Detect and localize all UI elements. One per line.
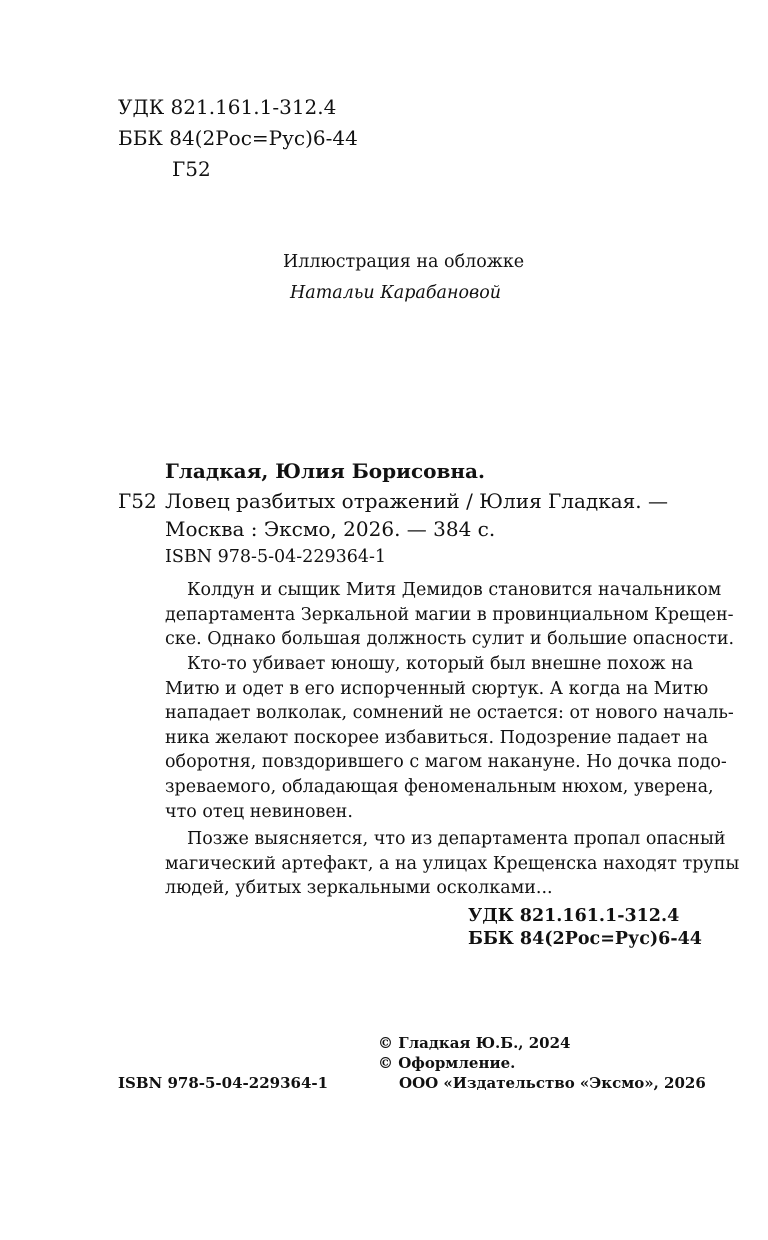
copyright-design: © Оформление. bbox=[378, 1054, 516, 1072]
footer-isbn: ISBN 978-5-04-229364-1 bbox=[118, 1074, 329, 1092]
udk-code: УДК 821.161.1-312.4 bbox=[118, 95, 337, 119]
annotation-paragraph-3 bbox=[165, 827, 740, 901]
catalog-isbn: ISBN 978-5-04-229364-1 bbox=[165, 547, 387, 567]
annotation-line: что отец невиновен. bbox=[165, 801, 353, 822]
annotation-line: Колдун и сыщик Митя Демидов становится начальником bbox=[187, 580, 722, 600]
catalog-title-line1: Ловец разбитых отражений / Юлия Гладкая. — bbox=[165, 489, 668, 513]
annotation-line: ника желают поскорее избавиться. Подозрение падает на bbox=[165, 727, 709, 748]
annotation-line: магический артефакт, а на улицах Крещенска находят трупы bbox=[165, 853, 740, 874]
annotation-line: ске. Однако большая должность сулит и большие опасности. bbox=[165, 629, 735, 650]
illustration-caption: Иллюстрация на обложке bbox=[283, 252, 525, 272]
classification-bbk: ББК 84(2Рос=Рус)6-44 bbox=[468, 929, 702, 949]
annotation-line: зреваемого, обладающая феноменальным нюхом, уверена, bbox=[165, 776, 714, 797]
annotation-line: людей, убитых зеркальными осколками... bbox=[165, 878, 553, 899]
annotation-paragraph-1 bbox=[165, 578, 735, 652]
annotation-line: Позже выясняется, что из департамента пропал опасный bbox=[187, 829, 726, 849]
bbk-code: ББК 84(2Рос=Рус)6-44 bbox=[118, 126, 358, 150]
catalog-title-line2: Москва : Эксмо, 2026. — 384 с. bbox=[165, 517, 496, 541]
catalog-sign: Г52 bbox=[118, 489, 157, 513]
annotation-line: Кто-то убивает юношу, который был внешне похож на bbox=[187, 654, 694, 674]
copyright-author: © Гладкая Ю.Б., 2024 bbox=[378, 1034, 571, 1052]
annotation-line: департамента Зеркальной магии в провинциальном Крещен- bbox=[165, 604, 734, 625]
copyright-publisher: ООО «Издательство «Эксмо», 2026 bbox=[399, 1074, 706, 1092]
annotation-line: оборотня, повздорившего с магом накануне. Но дочка подо- bbox=[165, 752, 727, 773]
annotation-paragraph-2 bbox=[165, 652, 734, 824]
illustration-artist: Натальи Карабановой bbox=[290, 283, 502, 303]
catalog-author: Гладкая, Юлия Борисовна. bbox=[165, 459, 485, 483]
annotation-line: Митю и одет в его испорченный сюртук. А когда на Митю bbox=[165, 678, 709, 699]
author-sign: Г52 bbox=[172, 157, 211, 181]
classification-udk: УДК 821.161.1-312.4 bbox=[468, 906, 680, 926]
annotation-line: нападает волколак, сомнений не остается: от нового началь- bbox=[165, 703, 734, 724]
